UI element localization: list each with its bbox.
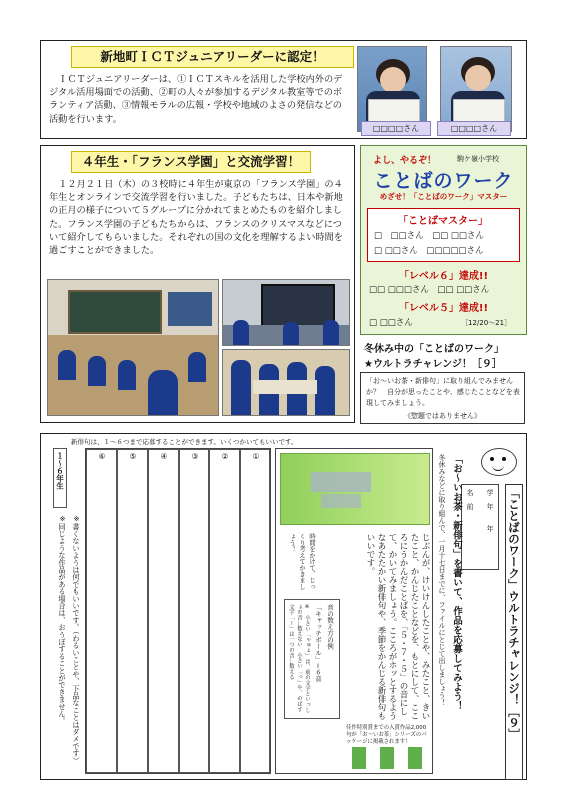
winter-box <box>360 372 525 424</box>
oi-ocha-banner <box>280 453 430 525</box>
level5-title: 「レベル５」達成!! <box>398 303 489 314</box>
winter-text: 「お～いお茶・新俳句」に取り組んでみませんか？ 自分が思ったことや、感じたことなどを表現してみましょう。 <box>366 377 520 407</box>
grade-name-box <box>461 484 499 570</box>
main-instruction: 冬休みなどに取り組んで、一月十七日までに、ファイルにとじて出しましょう！ <box>438 454 446 706</box>
level5-row: □ □□さん <box>369 318 413 328</box>
col-num: ② <box>221 452 229 461</box>
level6-row: □□ □□□さん □□ □□さん <box>369 285 490 295</box>
form-note-2: ※同じような作品がある場合は、おうぼすることができません。 <box>58 514 67 725</box>
kotoba-subtitle: めざせ！「ことばのワーク」マスター <box>379 192 508 201</box>
mascot-icon <box>481 448 517 476</box>
winter-title-1: 冬休み中の「ことばのワーク」 <box>364 344 504 355</box>
count-example: 「キャッチボール」＝６音 <box>314 604 322 682</box>
france-photo-classroom <box>47 279 219 416</box>
col-num: ④ <box>160 452 168 461</box>
haiku-col-2[interactable] <box>209 449 240 773</box>
winter-title-2: ★ウルトラチャレンジ！［９］ <box>364 359 502 370</box>
ict-title: 新地町ＩＣＴジュニアリーダーに認定！ <box>71 46 354 68</box>
master-title: 「ことばマスター」 <box>398 216 488 227</box>
ict-section <box>40 40 527 139</box>
ict-photo-right <box>440 46 512 132</box>
kotoba-panel <box>360 145 527 335</box>
haiku-col-6[interactable] <box>86 449 117 773</box>
winter-note: 《惣題ではありません》 <box>404 412 481 420</box>
france-title: ４年生・「フランス学園」と交流学習！ <box>71 151 311 173</box>
haiku-col-1[interactable] <box>240 449 270 773</box>
col-num: ⑤ <box>129 452 137 461</box>
haiku-grid <box>85 448 271 774</box>
count-note: ※ 小さい「ゃゅょ」は、前の文字といっしょの音…数えない 小さい「っ」や、のばす文字「ー」は一つの音…数える <box>288 604 310 713</box>
haiku-col-4[interactable] <box>148 449 179 773</box>
info-panel <box>275 448 433 774</box>
haiku-col-3[interactable] <box>179 449 209 773</box>
time-note: 時間をかけて、じっくり考えてかきましょう！ <box>288 533 315 590</box>
grade-nen-label: 年 <box>486 525 494 532</box>
france-photo-screen <box>222 279 350 346</box>
bottle-icons <box>352 747 422 769</box>
kotoba-date: ［12/20～21］ <box>461 319 512 327</box>
count-title: 音の数え方の例 <box>326 604 334 650</box>
haiku-col-5[interactable] <box>117 449 148 773</box>
france-text: １２月２１日（木）の３校時に４年生が東京の「フランス学園」の４年生とオンラインで交流学習を行いました。子どもたちは、日本や新地の正月の様子について５グループに分かれてまとめたものを紹介しました。フランス学園の子どもたちからは、フランスのクリスマスなどについて紹介してもらいました。それぞれの国の文化を理解するよい時間を過ごすことができました。 <box>49 179 343 257</box>
grade-label-box <box>53 448 67 508</box>
ict-name-label-2: □□□□さん <box>437 121 511 136</box>
master-row-2: □ □□さん □□□□□さん <box>374 246 484 256</box>
count-box <box>284 599 340 719</box>
kotoba-school: 駒ケ嶺小学校 <box>457 155 499 163</box>
ict-text: ＩＣＴジュニアリーダーは、①ＩＣＴスキルを活用した学校内外のデジタル活用場面での活動、②町の人々が参加するデジタル教室等でのボランティア活動、③情報モラルの広報・学校や地域のよさの発信などの活動を行います。 <box>49 74 343 125</box>
col-num: ① <box>252 452 260 461</box>
name-label: 名 前 <box>466 489 474 510</box>
grade-label: １～６年生 <box>55 452 65 490</box>
prize-text: 佳作特別賞までの入賞作品2,000句が「お～いお茶」シリーズのパッケージに掲載されます！ <box>346 725 427 745</box>
col-num: ③ <box>191 452 199 461</box>
form-note-1: ※書くないようは何でもいいです。（わるいことや、下品なことはダメです） <box>72 514 81 765</box>
kotoba-yoshi: よし、やるぞ！ <box>373 156 437 166</box>
poem-text: じぶんが、けいけんしたことや、みたこと、きいたこと、かんじたことなどを、もとにして、こころにうかんだことばを、「５・７・５」の音にして、かいてみましょう。こころがホッとするようなあたたかい新俳句や、季節をかんじる新俳句もいいです。 <box>365 533 430 720</box>
kotoba-title: ことばのワーク <box>373 170 514 192</box>
prize-box <box>346 725 430 771</box>
ict-name-label-1: □□□□さん <box>361 121 431 136</box>
title-column <box>437 448 525 774</box>
level6-title: 「レベル６」達成!! <box>398 271 489 282</box>
winter-section <box>360 340 527 423</box>
france-section <box>40 145 355 423</box>
master-box <box>367 208 520 262</box>
france-photo-presentation <box>222 349 350 416</box>
ict-photo-left <box>357 46 427 132</box>
haiku-form <box>40 433 527 780</box>
oi-ocha-title: 「お～いお茶・新俳句」を書いて、作品を応募してみよう！ <box>451 454 462 711</box>
form-top-note: 新俳句は、１～６つまで応募することができます。いくつかいてもいいです。 <box>71 438 298 446</box>
main-title: 「ことばのワーク」ウルトラチャレンジ！［９］ <box>505 484 523 780</box>
col-num: ⑥ <box>98 452 106 461</box>
grade-year-label: 学 年 <box>486 489 494 510</box>
master-row-1: □ □□さん □□ □□さん <box>374 231 484 241</box>
